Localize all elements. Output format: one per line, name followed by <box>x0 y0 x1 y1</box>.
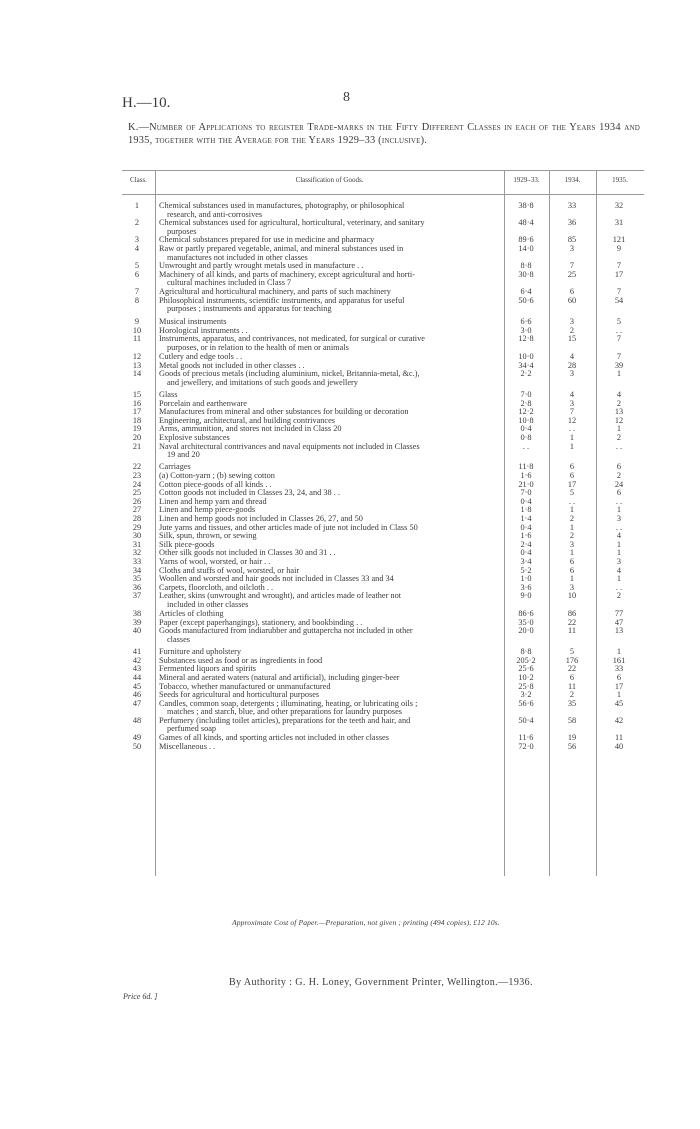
average-1929-33: 1·8 <box>520 505 532 515</box>
average-1929-33: 72·0 <box>518 741 534 751</box>
classification-line: Carriages <box>159 462 191 472</box>
value-1934: 36 <box>567 218 577 228</box>
classification-line: Cloths and stuffs of wool, worsted, or hair <box>159 565 300 575</box>
average-1929-33: 35·0 <box>518 617 534 627</box>
classification-line: Tobacco, whether manufactured or unmanufactured <box>159 681 331 691</box>
classification-line: Machinery of all kinds, and parts of machinery, except agricultural and horti- <box>159 269 415 279</box>
value-1935: 7 <box>616 261 622 271</box>
average-1929-33: 25·8 <box>518 681 534 691</box>
column-header-1934: 1934. <box>564 176 581 184</box>
classification-continuation: and jewellery, and imitations of such goods and jewellery <box>167 377 358 387</box>
class-number: 43 <box>132 664 142 674</box>
average-1929-33: . . <box>522 441 530 451</box>
classification-line: Games of all kinds, and sporting articles not included in other classes <box>159 733 389 743</box>
classification-line: Jute yarns and tissues, and other articles made of jute not included in Class 50 <box>159 522 418 532</box>
average-1929-33: 25·6 <box>518 664 534 674</box>
class-number: 14 <box>132 369 142 379</box>
classification-line: Silk piece-goods <box>159 539 215 549</box>
average-1929-33: 86·6 <box>518 609 534 619</box>
classification-line: Goods manufactured from indiarubber and guttapercha not included in other <box>159 626 413 636</box>
value-1934: 6 <box>569 556 575 566</box>
classification-line: Miscellaneous . . <box>159 741 216 751</box>
value-1934: 6 <box>569 470 575 480</box>
class-number: 50 <box>132 741 142 751</box>
value-1935: 6 <box>616 488 622 498</box>
average-1929-33: 5·2 <box>520 565 532 575</box>
value-1934: 35 <box>567 698 577 708</box>
classification-text <box>159 700 504 717</box>
class-number: 47 <box>132 698 142 708</box>
value-1934: . . <box>568 424 576 434</box>
class-number: 46 <box>132 690 142 700</box>
average-1929-33: 50·6 <box>518 295 534 305</box>
classification-continuation: perfumed soap <box>167 724 217 734</box>
value-1935: 2 <box>616 591 622 601</box>
class-number: 33 <box>132 556 142 566</box>
average-1929-33: 38·8 <box>518 201 534 210</box>
class-number: 37 <box>132 591 142 601</box>
column-header-1935: 1935. <box>612 176 628 184</box>
average-1929-33: 7·0 <box>520 488 532 498</box>
average-1929-33: 48·4 <box>518 218 534 228</box>
average-1929-33: 6·6 <box>520 317 532 326</box>
classification-line: Woollen and worsted and hair goods not included in Classes 33 and 34 <box>159 574 394 584</box>
value-1934: 1 <box>569 441 575 451</box>
class-number: 18 <box>132 415 142 425</box>
classification-line: Yarns of wool, worsted, or hair . . <box>159 556 271 566</box>
classification-line: Engineering, architectural, and building contrivances <box>159 415 336 425</box>
value-1934: 22 <box>567 664 577 674</box>
value-1935: 4 <box>616 531 622 541</box>
value-1935: 17 <box>614 681 624 691</box>
value-1935: 7 <box>616 287 622 296</box>
classification-continuation: 19 and 20 <box>167 450 200 460</box>
page-number: 8 <box>343 90 350 105</box>
average-1929-33: 0·4 <box>520 424 532 434</box>
average-1929-33: 10·8 <box>518 415 534 425</box>
classification-continuation: classes <box>167 634 191 644</box>
average-1929-33: 2·8 <box>520 398 532 408</box>
classification-continuation: included in other classes <box>167 599 249 609</box>
value-1934: 33 <box>567 201 577 210</box>
value-1935: 2 <box>616 398 622 408</box>
classification-line: Raw or partly prepared vegetable, animal, and mineral substances used in <box>159 244 404 253</box>
classification-continuation: matches ; and starch, blue, and other preparations for laundry purposes <box>167 707 403 717</box>
classification-continuation: cultural machines included in Class 7 <box>167 278 292 288</box>
value-1935: 39 <box>614 360 624 370</box>
class-number: 15 <box>132 390 142 399</box>
value-1935: 3 <box>616 556 622 566</box>
value-1934: 86 <box>567 609 577 619</box>
class-number: 1 <box>134 201 140 210</box>
value-1934: 58 <box>567 715 577 725</box>
table-top-rule <box>122 170 644 171</box>
class-number: 36 <box>132 582 142 592</box>
average-1929-33: 2·2 <box>520 369 532 379</box>
class-number: 16 <box>132 398 142 408</box>
value-1934: 3 <box>569 398 575 408</box>
class-number: 22 <box>132 462 142 472</box>
value-1934: 6 <box>569 287 575 296</box>
class-number: 7 <box>134 287 140 296</box>
class-number: 6 <box>134 269 140 279</box>
average-1929-33: 6·4 <box>520 287 532 296</box>
classification-line: Agricultural and horticultural machinery, and parts of such machinery <box>159 287 391 296</box>
class-number: 34 <box>132 565 142 575</box>
value-1935: 6 <box>616 462 622 472</box>
class-number: 49 <box>132 733 142 743</box>
classification-line: (a) Cotton-yarn ; (b) sewing cotton <box>159 470 275 480</box>
value-1934: 15 <box>567 334 577 344</box>
class-number: 8 <box>134 295 140 305</box>
class-number: 9 <box>134 317 140 326</box>
value-1934: 7 <box>569 261 575 271</box>
classification-line: Chemical substances used in manufactures, photography, or philosophical <box>159 201 405 210</box>
classification-line: Philosophical instruments, scientific instruments, and apparatus for useful <box>159 295 405 305</box>
classification-line: Fermented liquors and spirits <box>159 664 257 674</box>
class-number: 38 <box>132 609 142 619</box>
value-1934: 1 <box>569 522 575 532</box>
class-number: 2 <box>134 218 140 228</box>
value-1935: 77 <box>614 609 624 619</box>
value-1934: 2 <box>569 513 575 523</box>
value-1934: 2 <box>569 325 575 335</box>
average-1929-33: 89·6 <box>518 235 534 245</box>
value-1934: 3 <box>569 317 575 326</box>
classification-line: Goods of precious metals (including aluminium, nickel, Britannia-metal, &c.), <box>159 369 420 379</box>
classification-text <box>159 717 504 734</box>
class-number: 24 <box>132 479 142 489</box>
value-1934: 2 <box>569 531 575 541</box>
value-1935: 1 <box>616 574 622 584</box>
value-1934: 28 <box>567 360 577 370</box>
classification-line: Cotton piece-goods of all kinds . . <box>159 479 272 489</box>
class-number: 42 <box>132 655 142 665</box>
classification-text <box>159 743 504 752</box>
average-1929-33: 0·4 <box>520 548 532 558</box>
class-number: 45 <box>132 681 142 691</box>
average-1929-33: 10·2 <box>518 672 534 682</box>
page-header: H.—10. <box>122 95 171 111</box>
classification-line: Candles, common soap, detergents ; illuminating, heating, or lubricating oils ; <box>159 698 418 708</box>
classification-text <box>159 271 504 288</box>
average-1929-33: 3·6 <box>520 582 532 592</box>
classification-line: Chemical substances prepared for use in medicine and pharmacy <box>159 235 375 245</box>
value-1934: 1 <box>569 548 575 558</box>
class-number: 40 <box>132 626 142 636</box>
value-1935: 2 <box>616 433 622 442</box>
average-1929-33: 11·8 <box>518 462 534 472</box>
average-1929-33: 9·0 <box>520 591 532 601</box>
classification-line: Perfumery (including toilet articles), preparations for the teeth and hair, and <box>159 715 411 725</box>
value-1935: 7 <box>616 352 622 362</box>
average-1929-33: 10·0 <box>518 352 534 362</box>
value-1935: 2 <box>616 470 622 480</box>
value-1935: 1 <box>616 548 622 558</box>
average-1929-33: 30·8 <box>518 269 534 279</box>
table-title-text: Number of Applications to register Trade-marks in the Fifty Different Classes in each of the Years 1934 and 1935, together with the Average for the Years 1929–33 (inclusive). <box>128 122 640 146</box>
value-1935: 13 <box>614 407 624 417</box>
classification-line: Arms, ammunition, and stores not included in Class 20 <box>159 424 342 434</box>
class-number: 5 <box>134 261 140 271</box>
classification-continuation: purposes ; instruments and apparatus for teaching <box>167 304 332 314</box>
classification-line: Instruments, apparatus, and contrivances, not medicated, for surgical or curative <box>159 334 425 344</box>
class-number: 44 <box>132 672 142 682</box>
average-1929-33: 12·2 <box>518 407 534 417</box>
average-1929-33: 8·8 <box>520 261 532 271</box>
value-1935: 7 <box>616 334 622 344</box>
classification-continuation: manufactures not included in other classes <box>167 252 308 262</box>
value-1935: . . <box>615 441 623 451</box>
class-number: 35 <box>132 574 142 584</box>
classification-text <box>159 335 504 352</box>
value-1934: 22 <box>567 617 577 627</box>
value-1935: 1 <box>616 539 622 549</box>
value-1934: 56 <box>567 741 577 751</box>
average-1929-33: 11·6 <box>518 733 534 743</box>
value-1935: . . <box>615 522 623 532</box>
class-number: 29 <box>132 522 142 532</box>
value-1934: 3 <box>569 539 575 549</box>
average-1929-33: 34·4 <box>518 360 534 370</box>
class-number: 39 <box>132 617 142 627</box>
class-number: 21 <box>132 441 142 451</box>
class-number: 3 <box>134 235 140 245</box>
value-1934: 1 <box>569 505 575 515</box>
column-rule <box>596 170 597 876</box>
class-number: 10 <box>132 325 142 335</box>
value-1934: 6 <box>569 565 575 575</box>
average-1929-33: 21·0 <box>518 479 534 489</box>
value-1935: 1 <box>616 505 622 515</box>
class-number: 20 <box>132 433 142 442</box>
average-1929-33: 3·4 <box>520 556 532 566</box>
classification-line: Manufactures from mineral and other substances for building or decoration <box>159 407 409 417</box>
classification-line: Substances used as food or as ingredients in food <box>159 655 323 665</box>
class-number: 32 <box>132 548 142 558</box>
value-1934: 5 <box>569 647 575 657</box>
value-1934: 11 <box>568 681 576 691</box>
value-1935: 17 <box>614 269 624 279</box>
classification-line: Carpets, floorcloth, and oilcloth . . <box>159 582 274 592</box>
average-1929-33: 8·8 <box>520 647 532 657</box>
column-header-class: Class. <box>130 176 147 184</box>
table-header-rule <box>122 194 644 195</box>
class-number: 31 <box>132 539 142 549</box>
column-rule <box>504 170 505 876</box>
classification-line: Chemical substances used for agricultural, horticultural, veterinary, and sanitary <box>159 218 425 228</box>
classification-line: Explosive substances <box>159 433 230 442</box>
classification-line: Metal goods not included in other classes . . <box>159 360 305 370</box>
average-1929-33: 205·2 <box>516 655 536 665</box>
value-1934: 25 <box>567 269 577 279</box>
value-1934: . . <box>568 496 576 506</box>
value-1934: 10 <box>567 591 577 601</box>
classification-line: Seeds for agricultural and horticultural purposes <box>159 690 320 700</box>
average-1929-33: 12·8 <box>518 334 534 344</box>
average-1929-33: 2·4 <box>520 539 532 549</box>
value-1935: 1 <box>616 369 622 379</box>
class-number: 19 <box>132 424 142 434</box>
average-1929-33: 14·0 <box>518 244 534 253</box>
classification-line: Musical instruments <box>159 317 227 326</box>
value-1935: 9 <box>616 244 622 253</box>
classification-text <box>159 592 504 609</box>
classification-line: Paper (except paperhangings), stationery, and bookbinding . . <box>159 617 363 627</box>
classification-line: Unwrought and partly wrought metals used in manufacture . . <box>159 261 364 271</box>
value-1934: 6 <box>569 462 575 472</box>
classification-line: Naval architectural contrivances and naval equipments not included in Classes <box>159 441 420 451</box>
class-number: 23 <box>132 470 142 480</box>
classification-line: Silk, spun, thrown, or sewing <box>159 531 257 541</box>
classification-line: Mineral and aerated waters (natural and artificial), including ginger-beer <box>159 672 400 682</box>
value-1934: 3 <box>569 369 575 379</box>
average-1929-33: 0·8 <box>520 433 532 442</box>
classification-line: Porcelain and earthenware <box>159 398 247 408</box>
value-1935: 45 <box>614 698 624 708</box>
value-1934: 3 <box>569 244 575 253</box>
column-header-average: 1929–33. <box>513 176 540 184</box>
classification-line: Other silk goods not included in Classes 30 and 31 . . <box>159 548 336 558</box>
classification-line: Cotton goods not included in Classes 23, 24, and 38 . . <box>159 488 340 498</box>
value-1934: 3 <box>569 582 575 592</box>
value-1934: 11 <box>568 626 576 636</box>
value-1934: 5 <box>569 488 575 498</box>
value-1935: 11 <box>615 733 623 743</box>
average-1929-33: 50·4 <box>518 715 534 725</box>
value-1935: 3 <box>616 513 622 523</box>
classification-line: Cutlery and edge tools . . <box>159 352 243 362</box>
classification-text <box>159 297 504 314</box>
value-1935: 42 <box>614 715 624 725</box>
column-rule <box>155 170 156 876</box>
average-1929-33: 1·6 <box>520 531 532 541</box>
printer-authority: By Authority : G. H. Loney, Government Printer, Wellington.—1936. <box>229 977 533 988</box>
value-1935: 13 <box>614 626 624 636</box>
value-1934: 4 <box>569 352 575 362</box>
average-1929-33: 0·4 <box>520 496 532 506</box>
table-title <box>128 121 640 147</box>
classification-line: Articles of clothing <box>159 609 224 619</box>
column-rule <box>549 170 550 876</box>
class-number: 30 <box>132 531 142 541</box>
average-1929-33: 3·0 <box>520 325 532 335</box>
value-1934: 17 <box>567 479 577 489</box>
value-1935: 1 <box>616 690 622 700</box>
value-1935: 6 <box>616 672 622 682</box>
classification-line: Linen and hemp goods not included in Classes 26, 27, and 50 <box>159 513 363 523</box>
average-1929-33: 56·6 <box>518 698 534 708</box>
value-1935: 33 <box>614 664 624 674</box>
class-number: 27 <box>132 505 142 515</box>
average-1929-33: 0·4 <box>520 522 532 532</box>
value-1935: 4 <box>616 565 622 575</box>
class-number: 28 <box>132 513 142 523</box>
value-1935: 12 <box>614 415 624 425</box>
value-1934: 7 <box>569 407 575 417</box>
classification-continuation: research, and anti-corrosives <box>167 209 263 219</box>
classification-line: Linen and hemp yarn and thread <box>159 496 267 506</box>
class-number: 48 <box>132 715 142 725</box>
value-1934: 176 <box>565 655 579 665</box>
value-1934: 1 <box>569 433 575 442</box>
value-1934: 60 <box>567 295 577 305</box>
class-number: 25 <box>132 488 142 498</box>
value-1935: . . <box>615 325 623 335</box>
classification-text <box>159 627 504 644</box>
classification-text <box>159 202 504 219</box>
classification-text <box>159 370 504 387</box>
price-note: Price 6d. ] <box>123 992 158 1001</box>
classification-line: Linen and hemp piece-goods <box>159 505 256 515</box>
value-1934: 85 <box>567 235 577 245</box>
average-1929-33: 7·0 <box>520 390 532 399</box>
trade-marks-table <box>122 170 644 876</box>
class-number: 17 <box>132 407 142 417</box>
value-1935: 31 <box>614 218 624 228</box>
average-1929-33: 1·4 <box>520 513 532 523</box>
table-title-prefix: K.— <box>128 122 150 133</box>
value-1934: 1 <box>569 574 575 584</box>
classification-line: Furniture and upholstery <box>159 647 242 657</box>
value-1934: 2 <box>569 690 575 700</box>
class-number: 11 <box>133 334 141 344</box>
value-1935: 1 <box>616 424 622 434</box>
value-1935: 47 <box>614 617 624 627</box>
class-number: 26 <box>132 496 142 506</box>
classification-line: Leather, skins (unwrought and wrought), and articles made of leather not <box>159 591 402 601</box>
value-1935: 4 <box>616 390 622 399</box>
average-1929-33: 20·0 <box>518 626 534 636</box>
value-1935: 161 <box>612 655 626 665</box>
average-1929-33: 1·0 <box>520 574 532 584</box>
class-number: 13 <box>132 360 142 370</box>
classification-continuation: purposes <box>167 226 197 236</box>
value-1934: 19 <box>567 733 577 743</box>
classification-text <box>159 443 504 460</box>
average-1929-33: 1·6 <box>520 470 532 480</box>
classification-text <box>159 245 504 262</box>
class-number: 12 <box>132 352 142 362</box>
approximate-cost-note: Approximate Cost of Paper.—Preparation, not given ; printing (494 copies), £12 10s. <box>232 918 500 927</box>
value-1935: 1 <box>616 647 622 657</box>
value-1934: 4 <box>569 390 575 399</box>
classification-line: Horological instruments . . <box>159 325 248 335</box>
value-1935: . . <box>615 582 623 592</box>
value-1934: 12 <box>567 415 577 425</box>
class-number: 41 <box>132 647 142 657</box>
classification-continuation: purposes, or in relation to the health of men or animals <box>167 342 349 352</box>
column-header-classification: Classification of Goods. <box>295 176 364 184</box>
average-1929-33: 3·2 <box>520 690 532 700</box>
value-1935: 24 <box>614 479 624 489</box>
classification-text <box>159 219 504 236</box>
value-1935: 32 <box>614 201 624 210</box>
value-1935: . . <box>615 496 623 506</box>
value-1935: 5 <box>616 317 622 326</box>
value-1934: 6 <box>569 672 575 682</box>
value-1935: 54 <box>614 295 624 305</box>
value-1935: 121 <box>612 235 626 245</box>
classification-line: Glass <box>159 390 178 399</box>
class-number: 4 <box>134 244 140 253</box>
value-1935: 40 <box>614 741 624 751</box>
